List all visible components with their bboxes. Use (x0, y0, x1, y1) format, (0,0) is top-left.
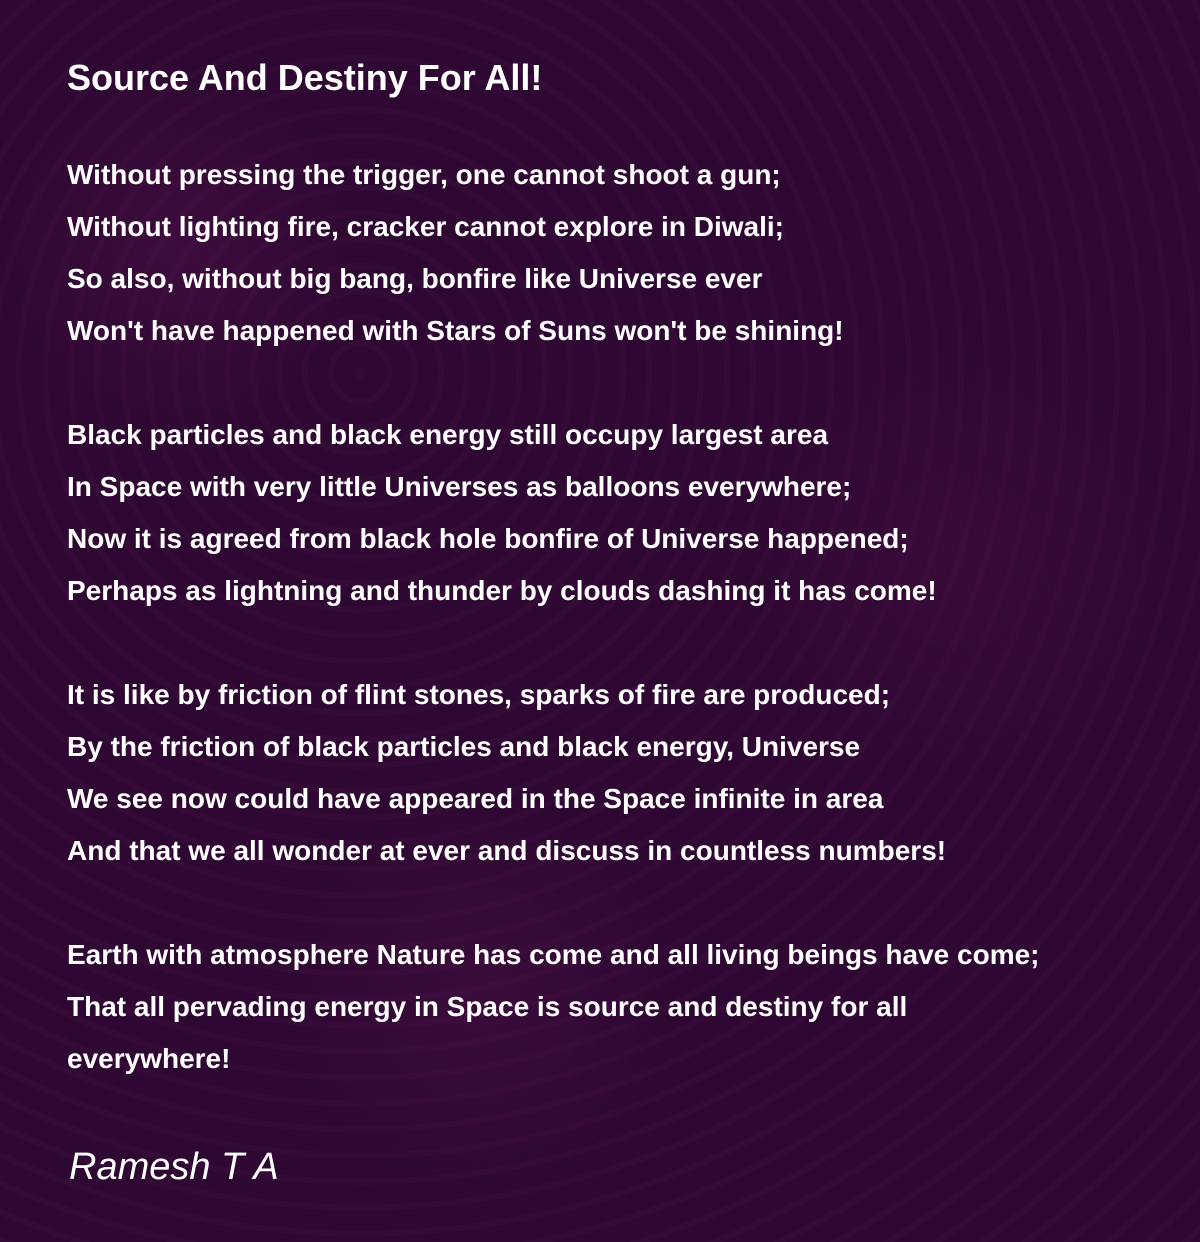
poem-line: And that we all wonder at ever and discuss in countless numbers! (67, 835, 947, 866)
stanza (67, 409, 1200, 617)
poem-line: In Space with very little Universes as balloons everywhere; (67, 471, 852, 502)
poem-line: Now it is agreed from black hole bonfire of Universe happened; (67, 523, 909, 554)
poem-line: We see now could have appeared in the Space infinite in area (67, 783, 884, 814)
poem-author: Ramesh T A (69, 1146, 279, 1188)
poem-line: That all pervading energy in Space is source and destiny for all (67, 991, 908, 1022)
stanza (67, 669, 1200, 877)
poem-line: So also, without big bang, bonfire like Universe ever (67, 263, 763, 294)
stanza (67, 929, 1200, 1085)
poem-line: Perhaps as lightning and thunder by clouds dashing it has come! (67, 575, 937, 606)
poem-title: Source And Destiny For All! (67, 57, 543, 98)
poem-body (67, 149, 1200, 1137)
poem-line: Black particles and black energy still occupy largest area (67, 419, 829, 450)
poem-line: Without pressing the trigger, one cannot shoot a gun; (67, 159, 781, 190)
poem-line: It is like by friction of flint stones, sparks of fire are produced; (67, 679, 891, 710)
poem-line: Won't have happened with Stars of Suns won't be shining! (67, 315, 844, 346)
stanza (67, 149, 1200, 357)
poem-line: everywhere! (67, 1043, 231, 1074)
poem-line: By the friction of black particles and black energy, Universe (67, 731, 861, 762)
poem-line: Earth with atmosphere Nature has come and all living beings have come; (67, 939, 1040, 970)
poem-line: Without lighting fire, cracker cannot explore in Diwali; (67, 211, 784, 242)
